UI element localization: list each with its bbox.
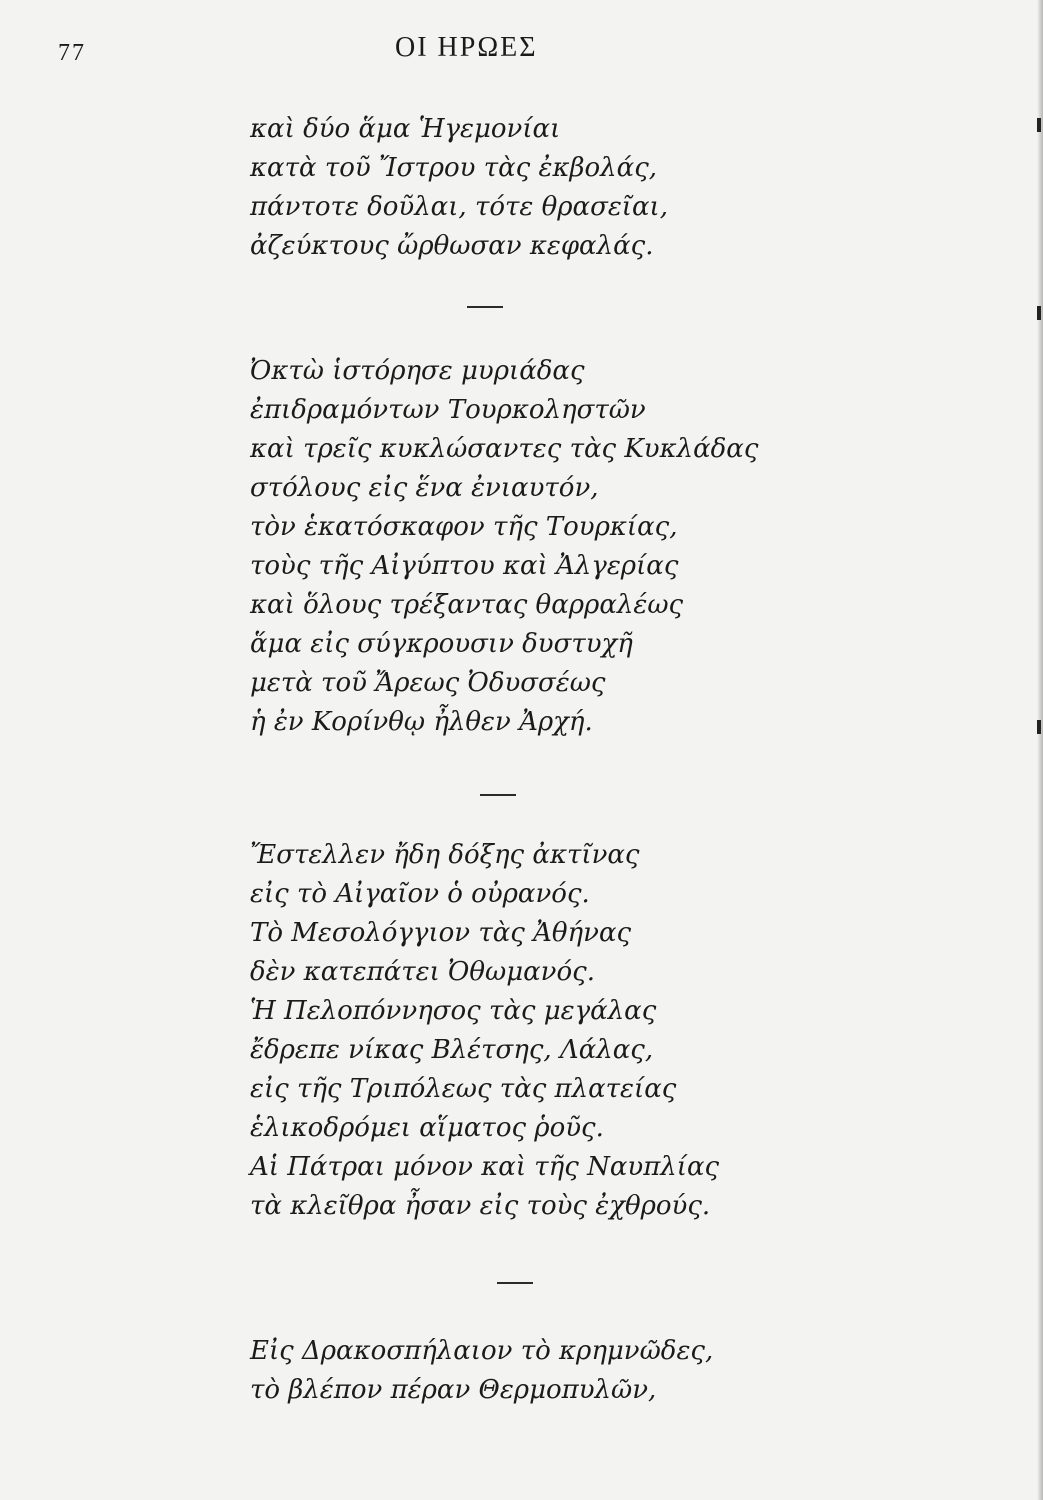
- verse-line: καὶ τρεῖς κυκλώσαντες τὰς Κυκλάδας: [250, 434, 759, 464]
- stanza-3: [250, 836, 719, 1226]
- verse-line: Ἔστελλεν ἤδη δόξης ἀκτῖνας: [250, 840, 640, 870]
- verse-line: καὶ ὅλους τρέξαντας θαρραλέως: [250, 590, 684, 620]
- verse-line: Ἡ Πελοπόννησος τὰς μεγάλας: [250, 996, 657, 1026]
- edge-mark: [1037, 720, 1041, 734]
- verse-line: ἔδρεπε νίκας Βλέτσης, Λάλας,: [250, 1035, 654, 1065]
- stanza-4: [250, 1332, 713, 1410]
- verse-line: Εἰς Δρακοσπήλαιον τὸ κρημνῶδες,: [250, 1336, 714, 1366]
- verse-line: καὶ δύο ἅμα Ἡγεμονίαι: [250, 114, 561, 144]
- verse-line: μετὰ τοῦ Ἄρεως Ὀδυσσέως: [250, 668, 606, 698]
- verse-line: Τὸ Μεσολόγγιον τὰς Ἀθήνας: [250, 918, 632, 948]
- verse-line: στόλους εἰς ἕνα ἐνιαυτόν,: [250, 473, 599, 503]
- verse-line: Ὀκτὼ ἱστόρησε μυριάδας: [250, 356, 585, 386]
- verse-line: τὸν ἑκατόσκαφον τῆς Τουρκίας,: [250, 512, 678, 542]
- page-edge-shadow: [1037, 0, 1043, 1500]
- verse-line: ἐπιδραμόντων Τουρκοληστῶν: [250, 395, 646, 425]
- verse-line: τὸ βλέπον πέραν Θερμοπυλῶν,: [250, 1375, 657, 1405]
- verse-line: τοὺς τῆς Αἰγύπτου καὶ Ἀλγερίας: [250, 551, 679, 581]
- verse-line: Αἱ Πάτραι μόνον καὶ τῆς Ναυπλίας: [250, 1152, 720, 1182]
- page-number: 77: [58, 40, 86, 66]
- stanza-divider: [480, 794, 516, 796]
- verse-line: πάντοτε δοῦλαι, τότε θρασεῖαι,: [250, 192, 669, 222]
- stanza-1: [250, 110, 668, 266]
- edge-mark: [1037, 306, 1041, 320]
- verse-line: τὰ κλεῖθρα ἦσαν εἰς τοὺς ἐχθρούς.: [250, 1191, 711, 1221]
- verse-line: εἰς τῆς Τριπόλεως τὰς πλατείας: [250, 1074, 677, 1104]
- running-head: ΟΙ ΗΡΩΕΣ: [395, 32, 538, 63]
- edge-mark: [1037, 118, 1041, 132]
- stanza-divider: [497, 1282, 533, 1284]
- verse-line: δὲν κατεπάτει Ὀθωμανός.: [250, 957, 595, 987]
- verse-line: ἡ ἐν Κορίνθῳ ἦλθεν Ἀρχή.: [250, 707, 593, 737]
- verse-line: ἀζεύκτους ὤρθωσαν κεφαλάς.: [250, 231, 654, 261]
- stanza-divider: [467, 306, 503, 308]
- stanza-2: [250, 352, 758, 742]
- verse-line: κατὰ τοῦ Ἴστρου τὰς ἐκβολάς,: [250, 153, 658, 183]
- verse-line: εἰς τὸ Αἰγαῖον ὁ οὐρανός.: [250, 879, 590, 909]
- verse-line: ἑλικοδρόμει αἵματος ῥοῦς.: [250, 1113, 604, 1143]
- verse-line: ἅμα εἰς σύγκρουσιν δυστυχῆ: [250, 629, 633, 659]
